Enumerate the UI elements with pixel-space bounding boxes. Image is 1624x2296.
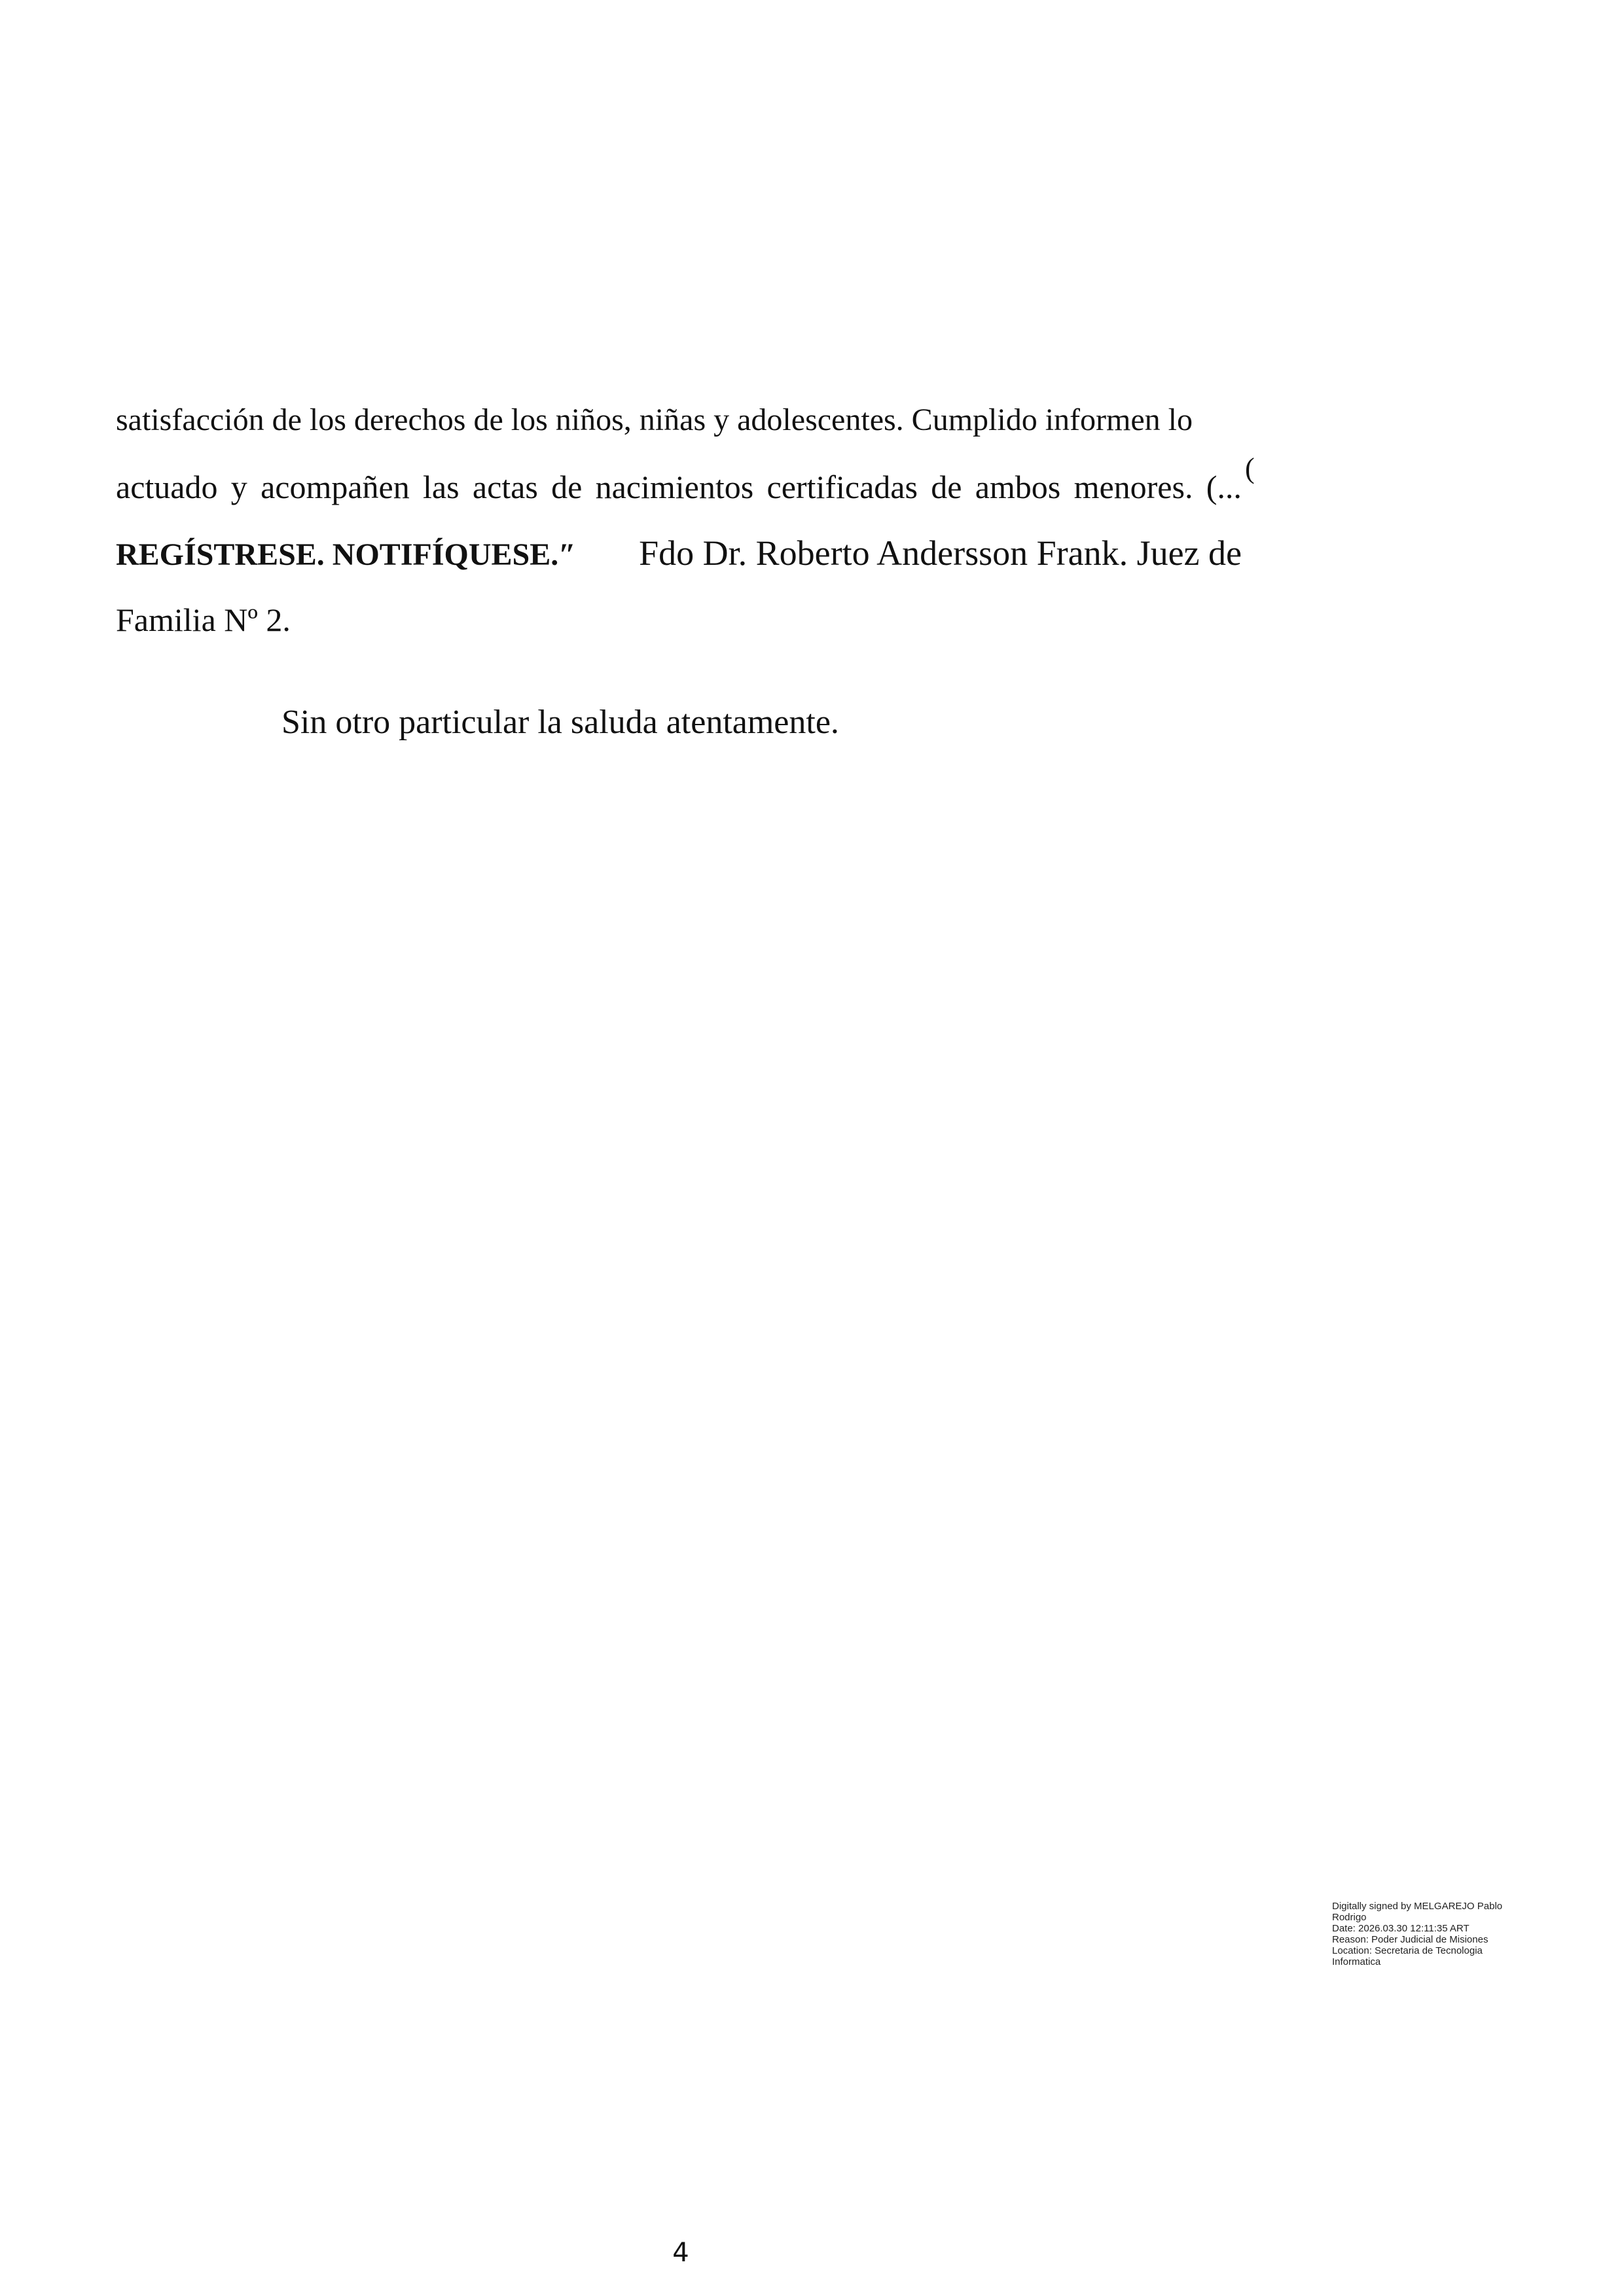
signature-reason: Reason: Poder Judicial de Misiones xyxy=(1332,1934,1489,1945)
signature-line: Informatica xyxy=(1332,1956,1381,1967)
page-number: 4 xyxy=(672,2238,689,2268)
signature-line: Digitally signed by MELGAREJO Pablo xyxy=(1332,1901,1503,1912)
registrese-notifiquese: REGÍSTRESE. NOTIFÍQUESE.″ xyxy=(116,537,576,572)
body-word: (... xyxy=(1206,469,1242,505)
body-word: certificadas xyxy=(767,469,918,505)
body-line-1-text: satisfacción de los derechos de los niños, niñas y adolescentes. Cumplido informen lo xyxy=(116,403,1193,437)
body-word: menores. xyxy=(1074,469,1193,505)
body-word: y xyxy=(230,469,247,505)
closing-salutation: Sin otro particular la saluda atentamente. xyxy=(281,704,839,741)
signature-line: Rodrigo xyxy=(1332,1912,1367,1923)
signature-date: Date: 2026.03.30 12:11:35 ART xyxy=(1332,1923,1470,1934)
body-line-4 xyxy=(116,600,1242,639)
body-line-2 xyxy=(116,467,1242,507)
body-word: las xyxy=(423,469,460,505)
body-word: de xyxy=(931,469,962,505)
body-word: nacimientos xyxy=(595,469,754,505)
body-line-1 xyxy=(116,401,1242,440)
body-word: actas xyxy=(472,469,538,505)
body-line-4-text: Familia Nº 2. xyxy=(116,601,291,638)
digital-signature-block xyxy=(1332,1901,1535,1967)
body-word: actuado xyxy=(116,469,218,505)
body-word: ambos xyxy=(975,469,1061,505)
signature-location: Location: Secretaria de Tecnologia xyxy=(1332,1945,1483,1956)
body-line-3 xyxy=(116,533,1242,575)
signatory-text: Fdo Dr. Roberto Andersson Frank. Juez de xyxy=(639,533,1242,573)
body-word: acompañen xyxy=(261,469,410,505)
stray-parenthesis: ( xyxy=(1245,452,1255,484)
body-word: de xyxy=(551,469,583,505)
